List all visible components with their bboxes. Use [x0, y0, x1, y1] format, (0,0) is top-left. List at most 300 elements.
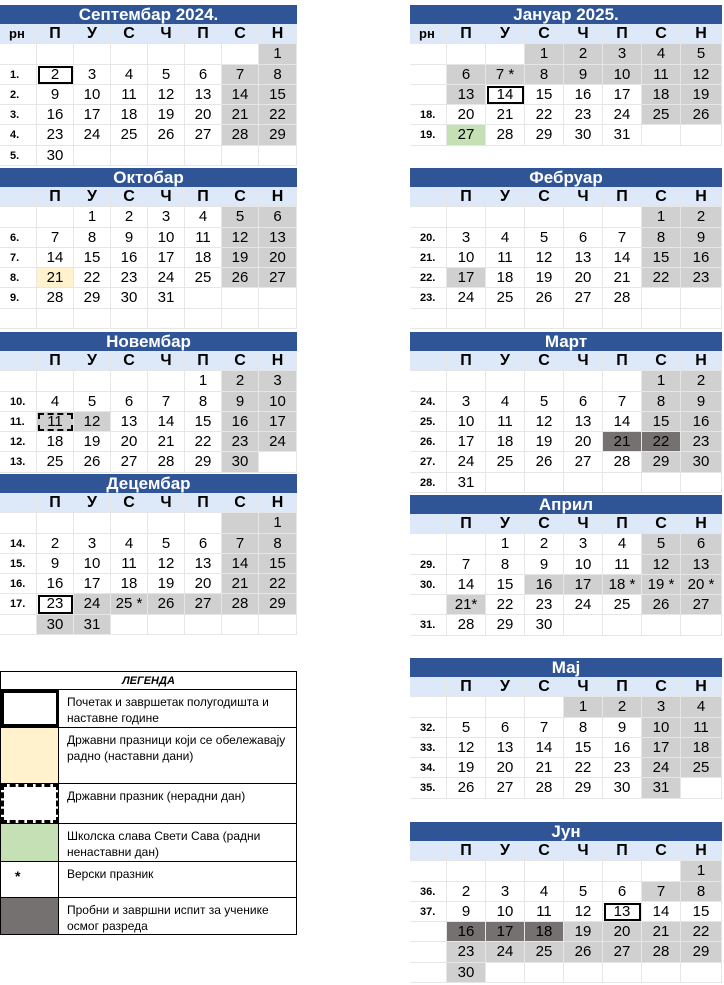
weekday-label: С: [642, 24, 681, 44]
day-cell: 12: [148, 554, 185, 574]
day-cell: 10: [74, 554, 111, 574]
day-cell: 28: [222, 125, 259, 145]
weekday-label: С: [525, 677, 564, 697]
weekday-label: Н: [259, 24, 297, 44]
day-cell: 19: [74, 432, 111, 452]
day-cell: 14: [222, 554, 259, 574]
day-cell: 14: [603, 248, 642, 268]
week-row: [410, 555, 722, 575]
week-number: [0, 44, 37, 64]
day-cell: 7: [525, 718, 564, 738]
weekday-label: П: [185, 24, 222, 44]
day-cell: 28: [222, 594, 259, 614]
day-cell: 6: [185, 534, 222, 554]
day-cell: 16: [564, 85, 603, 105]
week-row: [0, 65, 297, 85]
month-oct: [0, 168, 297, 329]
week-number: 9.: [0, 288, 37, 308]
day-cell: 10: [447, 412, 486, 432]
week-row: [0, 268, 297, 288]
weekday-header: [410, 24, 722, 44]
day-cell: 22: [259, 574, 297, 594]
day-cell: 2: [37, 534, 74, 554]
day-cell: 1: [564, 697, 603, 717]
legend-text: Верски празник: [67, 867, 154, 881]
weekday-label: С: [111, 187, 148, 207]
week-number: 13.: [0, 452, 37, 472]
day-cell: 25 *: [111, 594, 148, 614]
week-number: 11.: [0, 412, 37, 432]
day-cell: 9: [447, 902, 486, 922]
week-row: [0, 105, 297, 125]
weekday-label: П: [603, 677, 642, 697]
day-cell: [185, 615, 222, 635]
week-row: [410, 309, 722, 329]
day-cell: 7 *: [486, 65, 525, 85]
weekday-label: П: [447, 677, 486, 697]
day-cell: 5: [148, 534, 185, 554]
day-cell: 8: [259, 534, 297, 554]
day-cell: 25: [111, 125, 148, 145]
day-cell: 8: [259, 65, 297, 85]
day-cell: [148, 615, 185, 635]
week-number-header: рн: [0, 24, 37, 44]
day-cell: 16: [525, 575, 564, 595]
day-cell: 27: [681, 595, 722, 615]
day-cell: 29: [185, 452, 222, 472]
week-number: 34.: [410, 758, 447, 778]
weekday-label: П: [603, 841, 642, 861]
day-cell: 26: [525, 288, 564, 308]
legend-item: [1, 728, 296, 784]
day-cell: 21*: [447, 595, 486, 615]
day-cell: [603, 207, 642, 227]
day-cell: 18: [111, 105, 148, 125]
weekday-label: Н: [259, 351, 297, 371]
day-cell: 22: [486, 595, 525, 615]
day-cell: 16: [37, 574, 74, 594]
day-cell: 13: [447, 85, 486, 105]
legend-item: [1, 824, 296, 862]
weekday-header: [0, 493, 297, 513]
day-cell: 13: [564, 412, 603, 432]
week-row: [410, 963, 722, 983]
day-cell: 20: [486, 758, 525, 778]
day-cell: 24: [603, 105, 642, 125]
day-cell: 7: [642, 882, 681, 902]
day-cell: [681, 778, 722, 798]
day-cell: 28: [37, 288, 74, 308]
weekday-label: У: [486, 514, 525, 534]
week-number: 1.: [0, 65, 37, 85]
day-cell: [259, 452, 297, 472]
week-row: [0, 125, 297, 145]
day-cell: 29: [564, 778, 603, 798]
weekday-label: П: [603, 514, 642, 534]
day-cell: 27: [486, 778, 525, 798]
day-cell: 15: [486, 575, 525, 595]
day-cell: 25: [603, 595, 642, 615]
day-cell: 6: [486, 718, 525, 738]
week-row: [410, 371, 722, 391]
week-number: [410, 534, 447, 554]
day-cell: 10: [486, 902, 525, 922]
legend-swatch-hol: [1, 728, 59, 783]
day-cell: 7: [603, 228, 642, 248]
day-cell: 18: [111, 574, 148, 594]
week-row: [410, 595, 722, 615]
day-cell: 21: [525, 758, 564, 778]
day-cell: 25: [525, 942, 564, 962]
weekday-label: У: [486, 187, 525, 207]
week-number: [0, 615, 37, 635]
day-cell: 2: [603, 697, 642, 717]
day-cell: 30: [525, 615, 564, 635]
day-cell: [681, 288, 722, 308]
day-cell: [37, 371, 74, 391]
week-row: [410, 942, 722, 962]
day-cell: 26: [74, 452, 111, 472]
week-row: [0, 534, 297, 554]
day-cell: [259, 146, 297, 166]
day-cell: 5: [642, 534, 681, 554]
week-row: [0, 554, 297, 574]
day-cell: 28: [525, 778, 564, 798]
day-cell: 3: [447, 392, 486, 412]
day-cell: 13: [564, 248, 603, 268]
day-cell: 11: [37, 412, 74, 432]
day-cell: 13: [486, 738, 525, 758]
day-cell: [486, 371, 525, 391]
weekday-label: У: [74, 187, 111, 207]
week-row: [0, 432, 297, 452]
day-cell: 3: [148, 207, 185, 227]
weekday-label: С: [642, 514, 681, 534]
day-cell: 15: [642, 248, 681, 268]
day-cell: 22: [564, 758, 603, 778]
week-row: [0, 85, 297, 105]
day-cell: [111, 371, 148, 391]
day-cell: 11: [486, 412, 525, 432]
day-cell: 21: [642, 922, 681, 942]
day-cell: 13: [603, 902, 642, 922]
day-cell: 16: [681, 248, 722, 268]
day-cell: 10: [259, 392, 297, 412]
legend-item: [1, 784, 296, 824]
day-cell: 15: [259, 85, 297, 105]
day-cell: [525, 861, 564, 881]
day-cell: 20: [259, 248, 297, 268]
day-cell: 9: [111, 228, 148, 248]
day-cell: 13: [681, 555, 722, 575]
week-row: [410, 412, 722, 432]
day-cell: 8: [642, 228, 681, 248]
day-cell: 19: [564, 922, 603, 942]
day-cell: [259, 288, 297, 308]
week-number: 3.: [0, 105, 37, 125]
day-cell: [74, 44, 111, 64]
week-number-header: [0, 493, 37, 513]
legend-text: Пробни и завршни испит за ученике осмог разреда: [67, 903, 269, 933]
day-cell: 25: [486, 452, 525, 472]
week-row: [410, 105, 722, 125]
day-cell: 6: [185, 65, 222, 85]
weekday-label: С: [222, 351, 259, 371]
week-number: 36.: [410, 882, 447, 902]
weekday-label: У: [486, 841, 525, 861]
weekday-label: Ч: [564, 677, 603, 697]
day-cell: 28: [603, 288, 642, 308]
weekday-label: Н: [259, 493, 297, 513]
day-cell: 4: [486, 392, 525, 412]
day-cell: 27: [603, 942, 642, 962]
day-cell: 13: [185, 554, 222, 574]
day-cell: [642, 473, 681, 493]
day-cell: 24: [486, 942, 525, 962]
day-cell: 14: [222, 85, 259, 105]
day-cell: 17: [486, 922, 525, 942]
day-cell: 2: [111, 207, 148, 227]
day-cell: [642, 288, 681, 308]
day-cell: 11: [603, 555, 642, 575]
day-cell: 25: [185, 268, 222, 288]
weekday-label: Н: [681, 24, 722, 44]
day-cell: 30: [681, 452, 722, 472]
day-cell: 4: [111, 65, 148, 85]
day-cell: 13: [111, 412, 148, 432]
day-cell: 24: [447, 288, 486, 308]
week-row: [0, 207, 297, 227]
day-cell: 27: [564, 288, 603, 308]
weekday-header: [0, 351, 297, 371]
day-cell: [486, 44, 525, 64]
day-cell: 1: [642, 371, 681, 391]
month-title: Септембар 2024.: [0, 5, 297, 24]
day-cell: 7: [37, 228, 74, 248]
day-cell: 7: [148, 392, 185, 412]
day-cell: 12: [681, 65, 722, 85]
day-cell: 3: [642, 697, 681, 717]
day-cell: [222, 146, 259, 166]
week-number: [410, 942, 447, 962]
day-cell: [681, 615, 722, 635]
day-cell: 12: [222, 228, 259, 248]
legend-swatch-star: [1, 862, 59, 897]
day-cell: [185, 44, 222, 64]
day-cell: [525, 963, 564, 983]
day-cell: 6: [447, 65, 486, 85]
day-cell: 1: [259, 513, 297, 533]
day-cell: 3: [74, 65, 111, 85]
day-cell: [222, 44, 259, 64]
day-cell: 2: [525, 534, 564, 554]
week-number: [410, 595, 447, 615]
weekday-label: Ч: [148, 24, 185, 44]
day-cell: [525, 371, 564, 391]
week-number: 2.: [0, 85, 37, 105]
day-cell: 27: [185, 125, 222, 145]
week-number: 37.: [410, 902, 447, 922]
week-number: [410, 44, 447, 64]
weekday-label: Ч: [564, 351, 603, 371]
day-cell: 4: [642, 44, 681, 64]
day-cell: 31: [74, 615, 111, 635]
legend-star-symbol: *: [15, 868, 21, 884]
month-title: Децембар: [0, 474, 297, 493]
day-cell: 9: [681, 392, 722, 412]
day-cell: 18: [37, 432, 74, 452]
weekday-label: С: [111, 493, 148, 513]
day-cell: 26: [222, 268, 259, 288]
week-row: [0, 412, 297, 432]
day-cell: 2: [447, 882, 486, 902]
weekday-header: [410, 187, 722, 207]
day-cell: 27: [111, 452, 148, 472]
day-cell: [525, 697, 564, 717]
day-cell: 15: [681, 902, 722, 922]
weekday-label: Н: [259, 187, 297, 207]
day-cell: 6: [603, 882, 642, 902]
week-number: 5.: [0, 146, 37, 166]
day-cell: 29: [74, 288, 111, 308]
day-cell: [111, 309, 148, 329]
week-number: 27.: [410, 452, 447, 472]
day-cell: [37, 309, 74, 329]
weekday-label: У: [486, 24, 525, 44]
day-cell: [681, 309, 722, 329]
day-cell: [447, 44, 486, 64]
weekday-label: П: [37, 493, 74, 513]
week-number: 26.: [410, 432, 447, 452]
day-cell: 1: [642, 207, 681, 227]
day-cell: [564, 371, 603, 391]
day-cell: [74, 371, 111, 391]
day-cell: 7: [447, 555, 486, 575]
day-cell: [486, 861, 525, 881]
weekday-label: С: [525, 351, 564, 371]
month-jun: [410, 822, 722, 983]
week-row: [410, 902, 722, 922]
day-cell: 29: [642, 452, 681, 472]
day-cell: [603, 371, 642, 391]
weekday-label: С: [642, 351, 681, 371]
legend-item: [1, 898, 296, 934]
day-cell: 20: [603, 922, 642, 942]
week-row: [0, 288, 297, 308]
week-row: [410, 778, 722, 798]
day-cell: 7: [603, 392, 642, 412]
day-cell: 14: [447, 575, 486, 595]
day-cell: 14: [37, 248, 74, 268]
day-cell: [111, 44, 148, 64]
day-cell: 16: [681, 412, 722, 432]
day-cell: 2: [681, 207, 722, 227]
day-cell: 5: [564, 882, 603, 902]
week-row: [410, 85, 722, 105]
day-cell: 15: [259, 554, 297, 574]
legend-swatch-exam: [1, 898, 59, 934]
day-cell: 29: [259, 125, 297, 145]
day-cell: 23: [37, 125, 74, 145]
weekday-label: С: [111, 351, 148, 371]
day-cell: [148, 44, 185, 64]
day-cell: 27: [564, 452, 603, 472]
day-cell: [564, 207, 603, 227]
day-cell: 9: [564, 65, 603, 85]
week-row: [410, 125, 722, 145]
weekday-label: Н: [681, 677, 722, 697]
day-cell: 30: [111, 288, 148, 308]
week-number-header: [0, 351, 37, 371]
weekday-label: П: [37, 351, 74, 371]
day-cell: 26: [148, 594, 185, 614]
week-row: [0, 146, 297, 166]
day-cell: 29: [525, 125, 564, 145]
day-cell: [222, 288, 259, 308]
week-row: [0, 594, 297, 614]
week-number-header: [410, 351, 447, 371]
month-title: Јун: [410, 822, 722, 841]
day-cell: 21: [603, 432, 642, 452]
day-cell: 10: [148, 228, 185, 248]
weekday-label: П: [185, 351, 222, 371]
day-cell: [486, 309, 525, 329]
day-cell: 15: [185, 412, 222, 432]
day-cell: 24: [74, 125, 111, 145]
week-number: 21.: [410, 248, 447, 268]
week-number: 19.: [410, 125, 447, 145]
month-dec: [0, 474, 297, 635]
day-cell: 18: [486, 268, 525, 288]
day-cell: 9: [603, 718, 642, 738]
week-number: 35.: [410, 778, 447, 798]
week-row: [0, 615, 297, 635]
day-cell: 2: [681, 371, 722, 391]
week-number: 25.: [410, 412, 447, 432]
day-cell: [222, 513, 259, 533]
week-row: [0, 513, 297, 533]
day-cell: 9: [222, 392, 259, 412]
day-cell: 11: [185, 228, 222, 248]
week-number: 12.: [0, 432, 37, 452]
day-cell: 31: [148, 288, 185, 308]
weekday-header: [0, 187, 297, 207]
day-cell: 13: [185, 85, 222, 105]
week-number: [0, 207, 37, 227]
day-cell: 29: [259, 594, 297, 614]
day-cell: 22: [185, 432, 222, 452]
day-cell: 28: [603, 452, 642, 472]
day-cell: 14: [642, 902, 681, 922]
week-number: [410, 861, 447, 881]
day-cell: [486, 207, 525, 227]
day-cell: 2: [222, 371, 259, 391]
day-cell: 18: [486, 432, 525, 452]
day-cell: 14: [525, 738, 564, 758]
day-cell: 10: [564, 555, 603, 575]
weekday-label: Ч: [564, 187, 603, 207]
day-cell: 26: [642, 595, 681, 615]
day-cell: [37, 207, 74, 227]
day-cell: 19: [222, 248, 259, 268]
month-mar: [410, 332, 722, 493]
weekday-header: [410, 514, 722, 534]
legend-swatch-dash: [1, 784, 59, 823]
week-number: 24.: [410, 392, 447, 412]
day-cell: 12: [447, 738, 486, 758]
day-cell: 17: [74, 105, 111, 125]
day-cell: [642, 963, 681, 983]
